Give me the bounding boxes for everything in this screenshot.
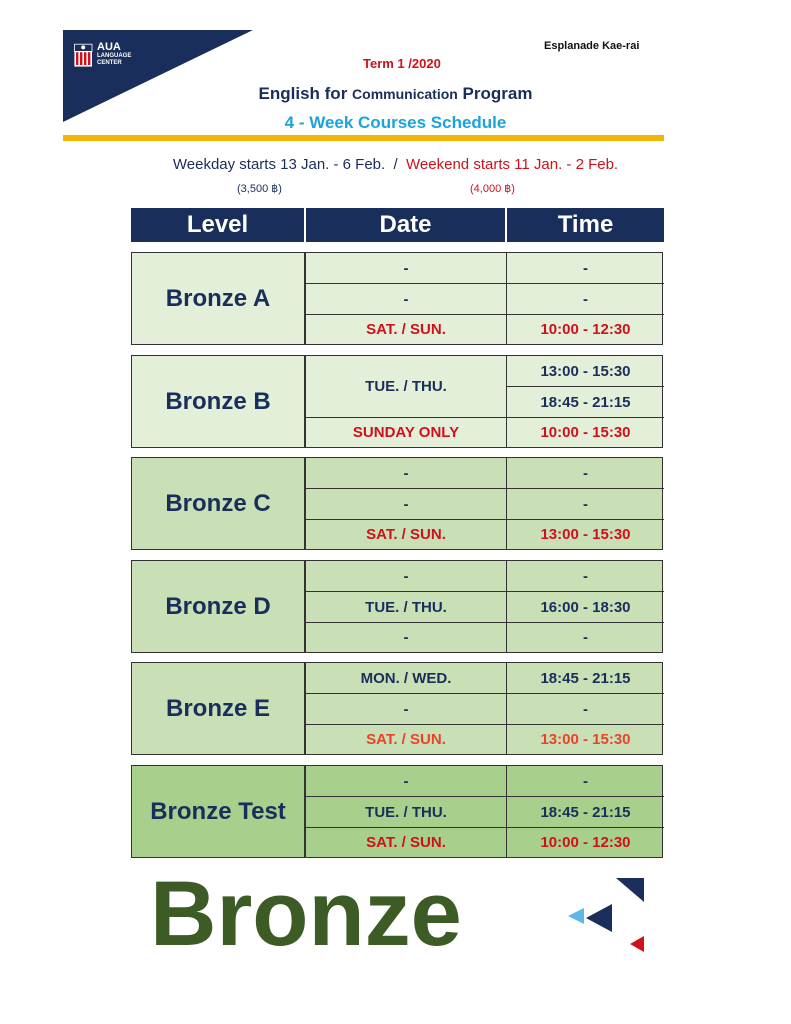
term-label: Term 1 /2020 [363, 56, 441, 71]
level-name: Bronze D [132, 561, 305, 652]
level-name: Bronze C [132, 458, 305, 549]
gold-divider [63, 135, 664, 141]
branch-name: Esplanade Kae-rai [544, 40, 640, 52]
date-cell: TUE. / THU. [305, 797, 506, 828]
date-cell: SAT. / SUN. [305, 520, 506, 549]
date-cell: SAT. / SUN. [305, 315, 506, 344]
time-cell: - [506, 694, 664, 725]
program-title [0, 84, 791, 104]
time-cell: - [506, 623, 664, 652]
bronze-title: Bronze [150, 863, 462, 965]
time-cell: - [506, 561, 664, 592]
time-cell: 18:45 - 21:15 [506, 797, 664, 828]
level-block [131, 457, 663, 550]
time-cell: 18:45 - 21:15 [506, 663, 664, 694]
aua-logo [97, 42, 131, 67]
weekday-starts: Weekday starts 13 Jan. - 6 Feb. [172, 156, 386, 173]
time-cell: - [506, 458, 664, 489]
time-cell: 13:00 - 15:30 [506, 520, 664, 549]
aua-shield-icon [72, 40, 96, 74]
col-header-level: Level [131, 208, 304, 242]
level-block [131, 252, 663, 345]
date-cell: - [305, 253, 506, 284]
program-mid: Communication [352, 86, 458, 102]
weekend-price: (4,000 ฿) [470, 183, 515, 195]
date-cell: - [305, 458, 506, 489]
course-starts [0, 156, 791, 173]
time-cell: 10:00 - 15:30 [506, 418, 664, 447]
level-name: Bronze E [132, 663, 305, 754]
date-cell: - [305, 284, 506, 315]
date-cell: TUE. / THU. [305, 592, 506, 623]
logo-sub1: LANGUAGE [97, 53, 132, 59]
program-pre: English for [258, 84, 353, 103]
date-cell: SUNDAY ONLY [305, 418, 506, 447]
date-cell: MON. / WED. [305, 663, 506, 694]
time-cell: 13:00 - 15:30 [506, 725, 664, 754]
time-cell: 10:00 - 12:30 [506, 828, 664, 857]
time-cell: 16:00 - 18:30 [506, 592, 664, 623]
date-cell: SAT. / SUN. [305, 725, 506, 754]
program-post: Program [457, 84, 533, 103]
time-cell: - [506, 766, 664, 797]
date-cell: - [305, 561, 506, 592]
time-cell: 13:00 - 15:30 [506, 356, 664, 387]
time-cell: 18:45 - 21:15 [506, 387, 664, 418]
weekend-starts: Weekend starts 11 Jan. - 2 Feb. [406, 156, 619, 173]
level-name: Bronze B [132, 356, 305, 447]
schedule-subtitle: 4 - Week Courses Schedule [284, 113, 507, 132]
logo-title: AUA [97, 41, 121, 53]
level-name: Bronze Test [132, 766, 305, 857]
col-header-date: Date [306, 208, 505, 242]
logo-sub2: CENTER [97, 59, 122, 66]
date-cell: - [305, 766, 506, 797]
level-block [131, 662, 663, 755]
level-block [131, 355, 663, 448]
date-cell: - [305, 489, 506, 520]
starts-separator: / [385, 156, 407, 173]
time-cell: 10:00 - 12:30 [506, 315, 664, 344]
level-name: Bronze A [132, 253, 305, 344]
date-cell: - [305, 623, 506, 652]
weekday-price: (3,500 ฿) [237, 183, 282, 195]
time-cell: - [506, 253, 664, 284]
col-header-time: Time [507, 208, 664, 242]
date-cell: - [305, 694, 506, 725]
level-block [131, 765, 663, 858]
time-cell: - [506, 489, 664, 520]
date-cell-merged: TUE. / THU. [305, 356, 506, 418]
level-block [131, 560, 663, 653]
time-cell: - [506, 284, 664, 315]
triangles-logo-icon [560, 870, 650, 960]
date-cell: SAT. / SUN. [305, 828, 506, 857]
